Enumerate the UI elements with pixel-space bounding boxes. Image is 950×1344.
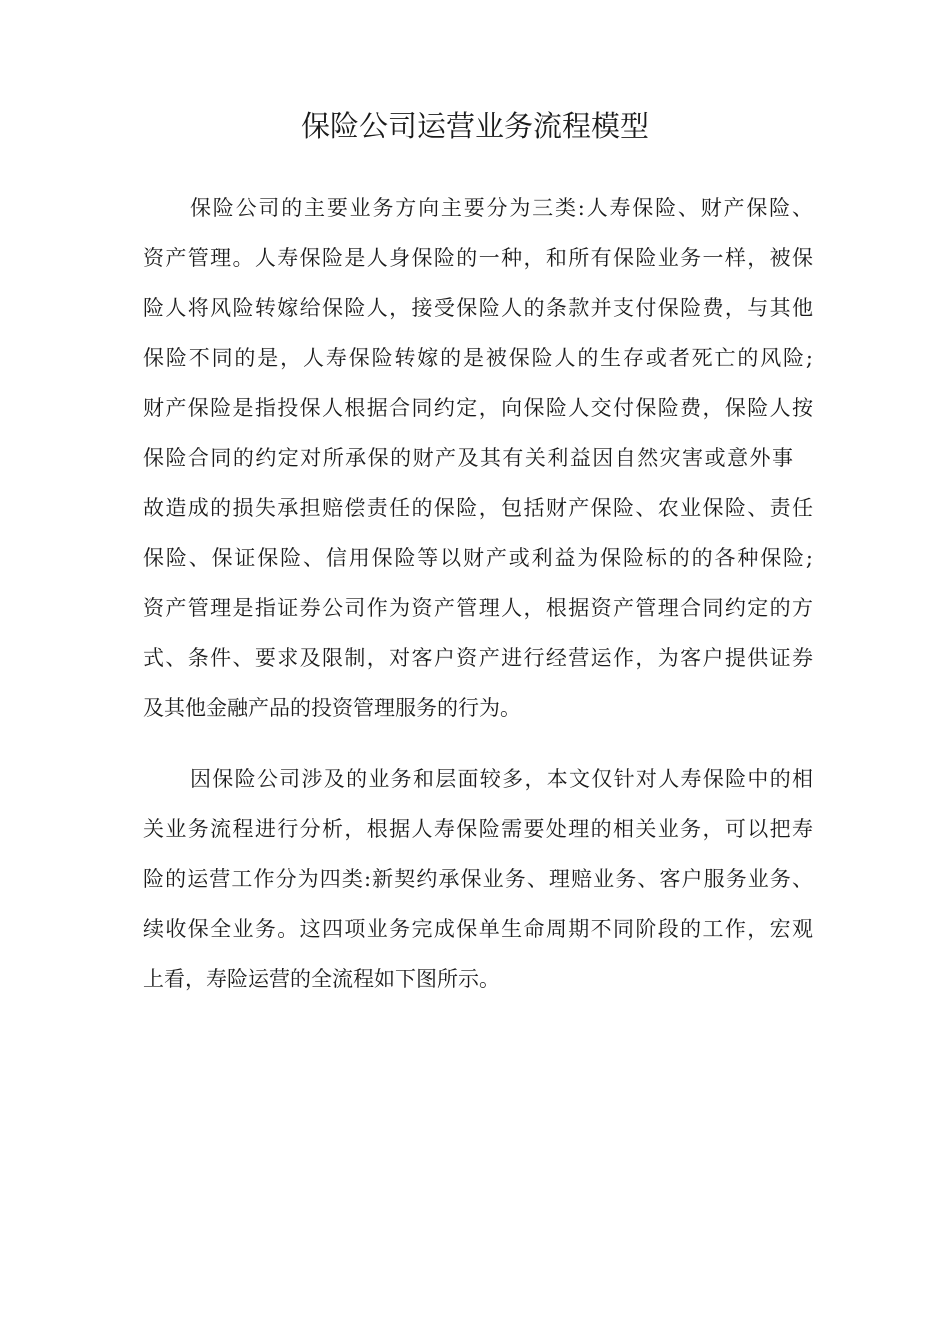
paragraph-1-line-10: 式、条件、要求及限制，对客户资产进行经营运作，为客户提供证券 <box>143 646 813 670</box>
paragraph-1-line-9: 资产管理是指证券公司作为资产管理人，根据资产管理合同约定的方 <box>143 596 813 620</box>
document-title: 保险公司运营业务流程模型 <box>300 109 649 143</box>
paragraph-1-line-11: 及其他金融产品的投资管理服务的行为。 <box>143 696 521 720</box>
paragraph-1-line-6: 保险合同的约定对所承保的财产及其有关利益因自然灾害或意外事 <box>143 446 793 470</box>
paragraph-2-line-4: 续收保全业务。这四项业务完成保单生命周期不同阶段的工作，宏观 <box>143 917 813 941</box>
paragraph-2-line-2: 关业务流程进行分析，根据人寿保险需要处理的相关业务，可以把寿 <box>143 817 813 841</box>
paragraph-1-line-7: 故造成的损失承担赔偿责任的保险，包括财产保险、农业保险、责任 <box>143 496 813 520</box>
paragraph-1-line-8: 保险、保证保险、信用保险等以财产或利益为保险标的的各种保险; <box>143 546 813 570</box>
paragraph-2-line-3: 险的运营工作分为四类:新契约承保业务、理赔业务、客户服务业务、 <box>143 867 813 891</box>
paragraph-1-line-2: 资产管理。人寿保险是人身保险的一种，和所有保险业务一样，被保 <box>143 246 813 270</box>
paragraph-1-line-5: 财产保险是指投保人根据合同约定，向保险人交付保险费，保险人按 <box>143 396 813 420</box>
paragraph-2-line-5: 上看，寿险运营的全流程如下图所示。 <box>143 967 500 991</box>
paragraph-2-line-1: 因保险公司涉及的业务和层面较多，本文仅针对人寿保险中的相 <box>190 767 813 791</box>
paragraph-1-line-1: 保险公司的主要业务方向主要分为三类:人寿保险、财产保险、 <box>190 196 813 220</box>
paragraph-1-line-3: 险人将风险转嫁给保险人，接受保险人的条款并支付保险费，与其他 <box>143 296 813 320</box>
paragraph-1-line-4: 保险不同的是，人寿保险转嫁的是被保险人的生存或者死亡的风险; <box>143 346 813 370</box>
